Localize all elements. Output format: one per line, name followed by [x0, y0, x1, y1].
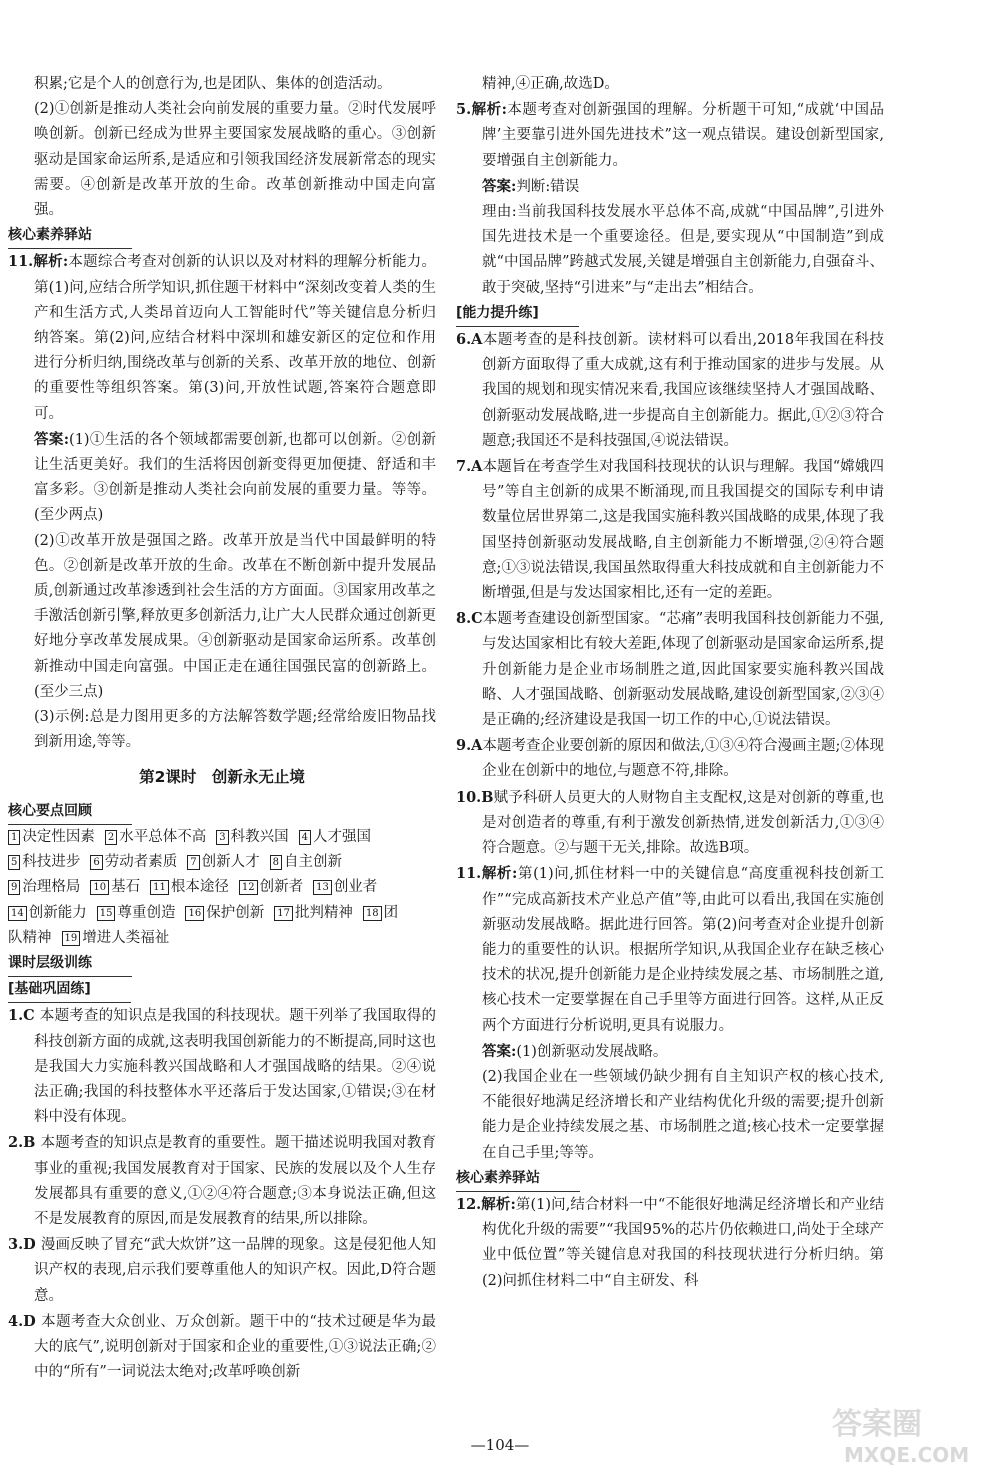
- key-point-text: 尊重创造: [117, 904, 176, 921]
- key-point-item: [216, 829, 288, 845]
- key-point-item: [270, 854, 342, 870]
- right-column: [456, 72, 884, 1294]
- key-point-item: [313, 879, 377, 895]
- key-point-text: 创新人才: [201, 854, 260, 871]
- key-point-text: 水平总体不高: [119, 828, 207, 845]
- left-column: [8, 72, 436, 1385]
- item-label: 答案:: [482, 1042, 517, 1060]
- key-point-text: 科技进步: [22, 854, 81, 871]
- answer-label: 2.B: [8, 1134, 41, 1152]
- item-text: 本题旨在考查学生对我国科技现状的认识与理解。我国“嫦娥四号”等自主创新的成果不断涌现,而且我国提交的国际专利申请数量位居世界第二,这是我国实施科教兴国战略的成果,体现了我国坚持创新驱动发展战略,自主创新能力不断增强,②④符合题意;①③说法错误,我国虽然取得重大科技成就和自主创新能力不断增强,但是与发达国家相比,还有一定的差距。: [482, 459, 884, 602]
- left-paragraph: [8, 72, 436, 97]
- item-text: (2)我国企业在一些领域仍缺少拥有自主知识产权的核心技术,不能很好地满足经济增长和产业结构优化升级的需要;提升创新能力是企业持续发展之基、市场制胜之道;核心技术一定要掌握在自己手里;等等。: [482, 1068, 884, 1161]
- key-points-row: [8, 901, 436, 926]
- item-label: 10.B: [456, 788, 494, 806]
- key-point-text: 决定性因素: [22, 828, 95, 845]
- item-text: 第(1)问,结合材料一中“不能很好地满足经济增长和产业结构优化升级的需要”“我国95%的芯片仍依赖进口,尚处于全球产业中低位置”等关键信息对我国的科技现状进行分析归纳。第(2)问抓住材料二中“自主研发、科: [482, 1196, 884, 1289]
- right-paragraph: [456, 861, 884, 1038]
- item-label: 答案:: [34, 430, 70, 448]
- right-paragraph: [456, 785, 884, 862]
- section-heading-text: [能力提升练]: [456, 301, 579, 327]
- key-point-text: 创业者: [333, 879, 378, 896]
- item-label: 7.A: [456, 458, 483, 476]
- right-section-heading: [456, 1166, 884, 1192]
- item-label: 答案:: [482, 177, 517, 195]
- section-heading-text: 课时层级训练: [8, 951, 132, 977]
- key-point-item: [187, 854, 259, 870]
- left-paragraph: [8, 97, 436, 223]
- left-section-heading: [8, 223, 436, 249]
- key-points-row: [8, 850, 436, 875]
- section-heading-text: [基础巩固练]: [8, 977, 131, 1003]
- key-point-number: 19: [62, 931, 81, 946]
- answer-item: [8, 1130, 436, 1232]
- key-point-number: 17: [274, 906, 293, 921]
- left-paragraph: [8, 427, 436, 529]
- key-points-row: [8, 926, 436, 951]
- item-text: 第(1)问,抓住材料一中的关键信息“高度重视科技创新工作”“完成高新技术产业总产值”等,由此可以看出,我国在实施创新驱动发展战略。据此进行回答。第(2)问考查对企业提升创新能力的重要性的认识。根据所学知识,从我国企业存在缺乏核心技术的状况,提升创新能力是企业持续发展之基、市场制胜之道,核心技术一定要掌握在自己手里等方面进行回答。这样,从正反两个方面进行分析说明,更具有说服力。: [482, 866, 884, 1034]
- right-paragraph: [456, 327, 884, 454]
- key-point-item: [363, 905, 398, 921]
- right-paragraph: [456, 1039, 884, 1065]
- key-point-number: 7: [187, 855, 199, 870]
- item-label: 11.解析:: [456, 865, 518, 883]
- key-point-item: [185, 905, 264, 921]
- answer-text: 漫画反映了冒充“武大炊饼”这一品牌的现象。这是侵犯他人知识产权的表现,启示我们要尊重他人的知识产权。因此,D符合题意。: [34, 1237, 436, 1304]
- key-point-item: [8, 930, 52, 946]
- key-point-text: 自主创新: [284, 854, 342, 871]
- key-point-number: 14: [8, 906, 27, 921]
- key-point-text: 批判精神: [294, 904, 353, 921]
- key-point-text: 创新者: [259, 879, 304, 896]
- lesson-title: 第2课时 创新永无止境: [139, 768, 305, 787]
- key-point-item: [90, 879, 140, 895]
- key-point-text: 增进人类福祉: [82, 929, 170, 946]
- key-point-number: 10: [90, 880, 109, 895]
- key-point-number: 1: [8, 830, 20, 845]
- item-label: 8.C: [456, 610, 483, 628]
- item-text: 本题考查对创新强国的理解。分析题干可知,“成就‘中国品牌’主要靠引进外国先进技术”这一观点错误。建设创新型国家,要增强自主创新能力。: [482, 102, 884, 169]
- key-point-item: [62, 930, 170, 946]
- basic-heading: [8, 977, 436, 1003]
- item-text: (2)①改革开放是强国之路。改革开放是当代中国最鲜明的特色。②创新是改革开放的生命。改革在不断创新中提升发展品质,创新通过改革渗透到社会生活的方方面面。③国家用改革之手激活创新引擎,释放更多创新活力,让广大人民群众通过创新更好地分享改革发展成果。④创新驱动是国家命运所系。改革创新推动中国走向富强。中国正走在通往国强民富的创新路上。(至少三点): [34, 532, 436, 700]
- svg-text:MXQE.COM: MXQE.COM: [844, 1443, 970, 1467]
- item-text: (1)创新驱动发展战略。: [516, 1043, 668, 1060]
- answer-label: 4.D: [8, 1312, 42, 1330]
- item-text: 本题考查企业要创新的原因和做法,①③④符合漫画主题;②体现企业在创新中的地位,与题意不符,排除。: [482, 738, 884, 780]
- item-label: 12.解析:: [456, 1195, 516, 1213]
- right-paragraph: [456, 606, 884, 733]
- item-text: 赋予科研人员更大的人财物自主支配权,这是对创新的尊重,也是对创造者的尊重,有利于激发创新热情,迸发创新活力,①③④符合题意。②与题干无关,排除。故选B项。: [482, 789, 884, 857]
- key-point-item: [90, 854, 177, 870]
- left-paragraph: [8, 529, 436, 705]
- key-point-number: 12: [239, 880, 258, 895]
- key-point-number: 11: [150, 880, 169, 895]
- item-text: 精神,④正确,故选D。: [482, 76, 619, 92]
- key-points-heading: [8, 799, 436, 825]
- key-point-item: [105, 829, 206, 845]
- key-point-text: 基石: [111, 879, 141, 896]
- key-point-number: 3: [216, 830, 228, 845]
- item-text: (2)①创新是推动人类社会向前发展的重要力量。②时代发展呼唤创新。创新已经成为世界主要国家发展战略的重心。③创新驱动是国家命运所系,是适应和引领我国经济发展新常态的现实需要。④创新是改革开放的生命。改革创新推动中国走向富强。: [34, 101, 436, 219]
- key-point-number: 18: [363, 906, 382, 921]
- key-point-text: 队精神: [8, 929, 52, 946]
- right-paragraph: [456, 733, 884, 784]
- watermark-logo-icon: [824, 1398, 994, 1468]
- key-point-item: [8, 854, 80, 870]
- svg-text:答案圈: 答案圈: [832, 1407, 922, 1442]
- key-point-text: 劳动者素质: [104, 854, 178, 871]
- answer-text: 本题考查大众创业、万众创新。题干中的“技术过硬是华为最大的底气”,说明创新对于国家和企业的重要性,①③说法正确;②中的“所有”一词说法太绝对;改革呼唤创新: [34, 1313, 436, 1381]
- key-point-text: 科教兴国: [230, 828, 289, 845]
- right-paragraph: [456, 97, 884, 174]
- item-text: (1)①生活的各个领域都需要创新,也都可以创新。②创新让生活更美好。我们的生活将因创新变得更加便捷、舒适和丰富多彩。③创新是推动人类社会向前发展的重要力量。等等。(至少两点): [34, 431, 436, 524]
- item-text: 本题综合考查对创新的认识以及对材料的理解分析能力。第(1)问,应结合所学知识,抓住题干材料中“深刻改变着人类的生产和生活方式,人类昂首迈向人工智能时代”等关键信息分析归纳答案。第(2)问,应结合材料中深圳和雄安新区的定位和作用进行分析归纳,围绕改革与创新的关系、改革开放的地位、创新的重要性等组织答案。第(3)问,开放性试题,答案符合题意即可。: [34, 254, 436, 422]
- key-point-text: 保护创新: [206, 904, 265, 921]
- key-point-item: [299, 829, 371, 845]
- key-point-number: 13: [313, 880, 332, 895]
- answer-item: [8, 1003, 436, 1130]
- item-text: 判断:错误: [516, 178, 580, 195]
- right-paragraph: [456, 174, 884, 200]
- page-number: —104—: [470, 1436, 530, 1454]
- right-paragraph: [456, 1192, 884, 1294]
- section-heading-text: 核心要点回顾: [8, 799, 132, 825]
- key-point-number: 4: [299, 830, 311, 845]
- key-point-item: [274, 905, 353, 921]
- key-point-number: 5: [8, 855, 20, 870]
- key-point-item: [8, 829, 95, 845]
- left-paragraph: [8, 705, 436, 755]
- answer-label: 3.D: [8, 1236, 41, 1254]
- right-paragraph: [456, 72, 884, 97]
- key-point-text: 人才强国: [313, 828, 371, 845]
- key-point-text: 治理格局: [22, 879, 81, 896]
- item-label: 5.解析:: [456, 101, 507, 119]
- item-label: 6.A: [456, 331, 483, 349]
- answer-label: 1.C: [8, 1007, 40, 1025]
- key-points-row: [8, 875, 436, 900]
- key-point-number: 15: [97, 906, 116, 921]
- section-heading-text: 核心素养驿站: [8, 223, 132, 249]
- key-point-number: 9: [8, 880, 20, 895]
- item-text: 本题考查的是科技创新。读材料可以看出,2018年我国在科技创新方面取得了重大成就,这有利于推动国家的进步与发展。从我国的规划和现实情况来看,我国应该继续坚持人才强国战略、创新驱动发展战略,进一步提高自主创新能力。据此,①②③符合题意;我国还不是科技强国,④说法错误。: [482, 332, 884, 449]
- answer-text: 本题考查的知识点是教育的重要性。题干描述说明我国对教育事业的重视;我国发展教育对于国家、民族的发展以及个人生存发展都具有重要的意义,①②④符合题意;③本身说法正确,但这不是发展教育的原因,而是发展教育的结果,所以排除。: [34, 1135, 436, 1227]
- right-section-heading: [456, 301, 884, 327]
- right-paragraph: [456, 1065, 884, 1166]
- item-text: 理由:当前我国科技发展水平总体不高,成就“中国品牌”,引进外国先进技术是一个重要途径。但是,要实现从“中国制造”到成就“中国品牌”跨越式发展,关键是增强自主创新能力,自强奋斗、敢于突破,坚持“引进来”与“走出去”相结合。: [482, 204, 884, 296]
- answer-item: [8, 1232, 436, 1309]
- key-point-number: 6: [90, 855, 102, 870]
- answer-item: [8, 1309, 436, 1386]
- answer-text: 本题考查的知识点是我国的科技现状。题干列举了我国取得的科技创新方面的成就,这表明我国创新能力的不断提高,同时这也是我国大力实施科教兴国战略和人才强国战略的结果。②④说法正确;我国的科技整体水平还落后于发达国家,①错误;③在材料中没有体现。: [34, 1008, 436, 1126]
- item-text: (3)示例:总是力图用更多的方法解答数学题;经常给废旧物品找到新用途,等等。: [34, 709, 436, 751]
- key-point-item: [239, 879, 303, 895]
- item-label: 9.A: [456, 737, 483, 755]
- training-heading: [8, 951, 436, 977]
- right-paragraph: [456, 200, 884, 301]
- key-points-row: [8, 825, 436, 850]
- section-heading-text: 核心素养驿站: [456, 1166, 580, 1192]
- key-point-text: 创新能力: [28, 904, 87, 921]
- item-text: 本题考查建设创新型国家。“芯痛”表明我国科技创新能力不强,与发达国家相比有较大差距,体现了创新驱动是国家命运所系,提升创新能力是企业市场制胜之道,因此国家要实施科教兴国战略、人才强国战略、创新驱动发展战略,建设创新型国家,②③④是正确的;经济建设是我国一切工作的中心,①说法错误。: [482, 611, 884, 729]
- key-point-item: [97, 905, 176, 921]
- item-label: 11.解析:: [8, 253, 69, 271]
- key-point-item: [8, 905, 87, 921]
- key-point-item: [8, 879, 80, 895]
- key-point-text: 团: [383, 904, 399, 921]
- key-point-number: 8: [270, 855, 282, 870]
- key-point-item: [150, 879, 229, 895]
- key-point-text: 根本途径: [170, 879, 229, 896]
- left-paragraph: [8, 249, 436, 426]
- key-point-number: 2: [105, 830, 117, 845]
- item-text: 积累;它是个人的创意行为,也是团队、集体的创造活动。: [34, 76, 392, 92]
- right-paragraph: [456, 454, 884, 606]
- key-point-number: 16: [185, 906, 204, 921]
